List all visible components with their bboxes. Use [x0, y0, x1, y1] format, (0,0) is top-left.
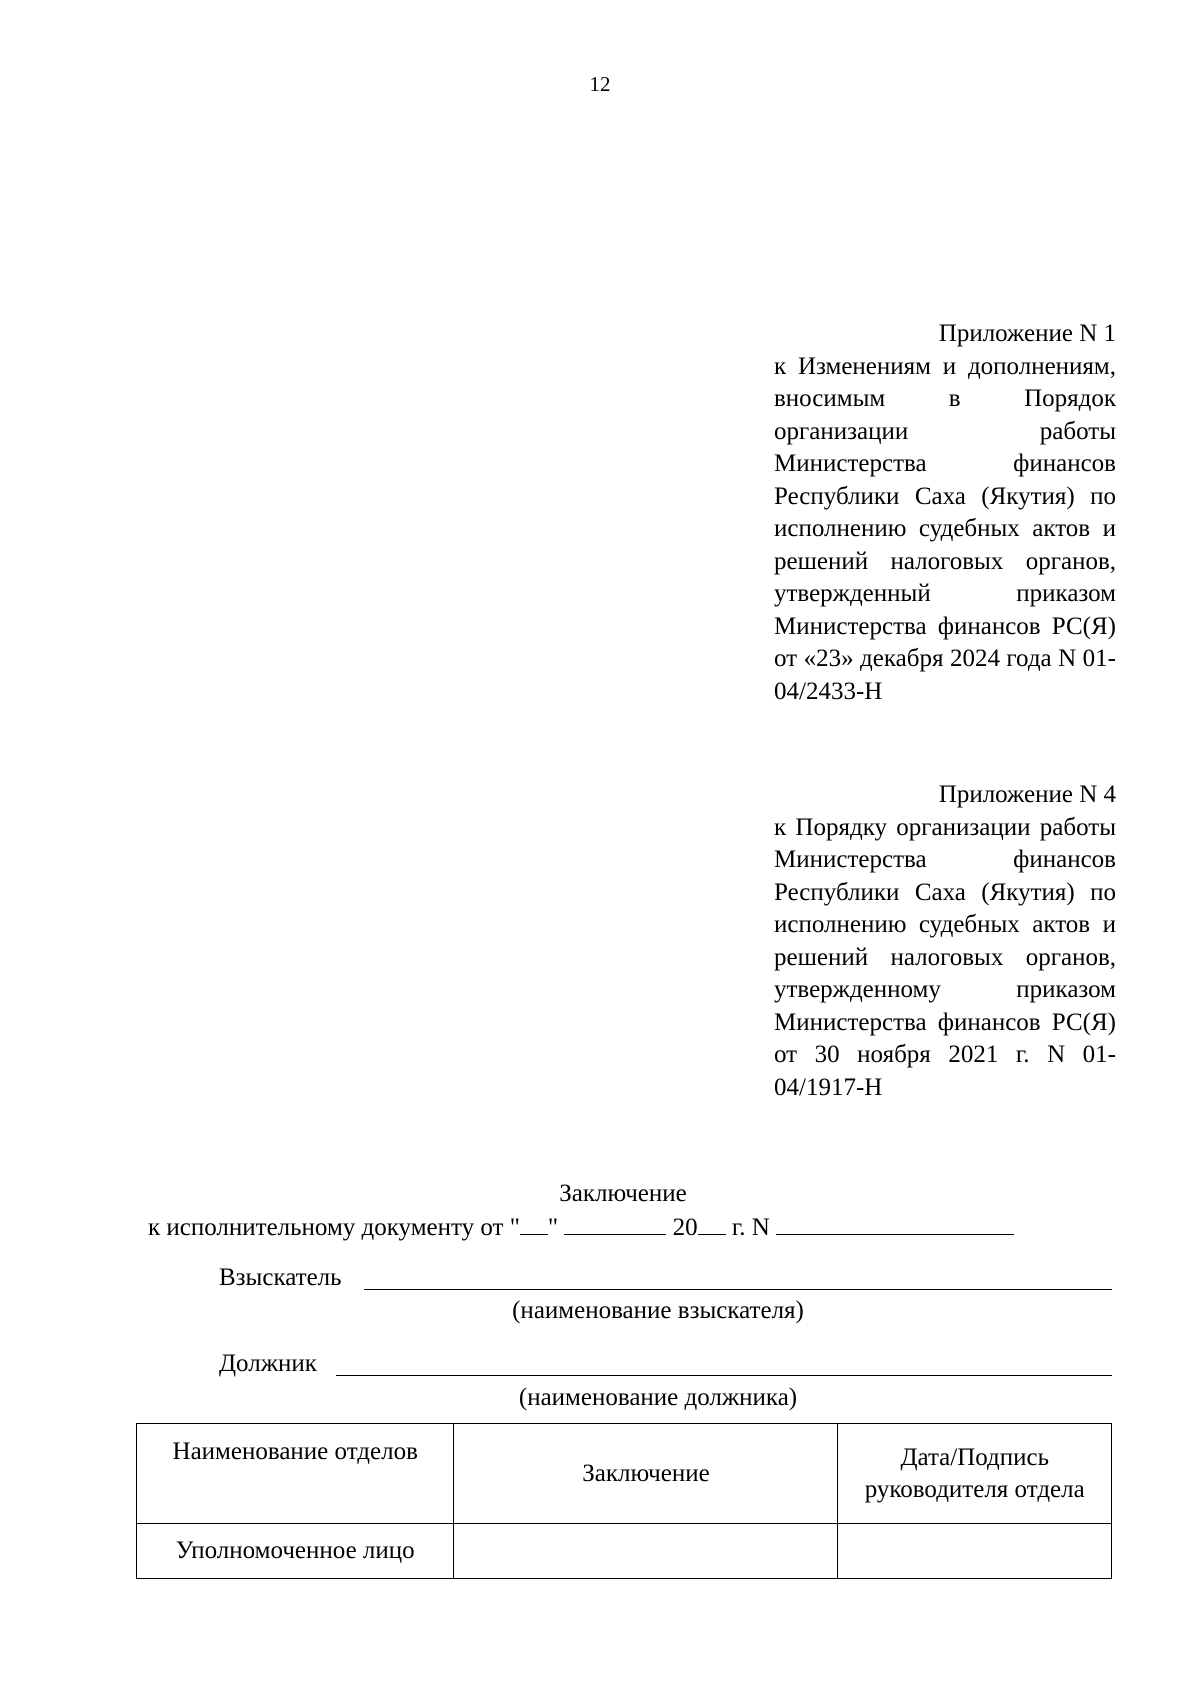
- row-date-signature-cell: [838, 1524, 1112, 1579]
- appendix-1-body: к Изменениям и дополнениям, вносимым в Порядок организации работы Министерства финансов Республики Саха (Якутия) по исполнению судебных актов и решений налоговых органов, утвержденный приказом Министерства финансов РС(Я) от «23» декабря 2024 года N 01-04/2433-Н: [774, 352, 1116, 705]
- quote-close: ": [547, 1214, 559, 1241]
- conclusion-title: Заключение: [559, 1180, 687, 1207]
- page-number: 12: [589, 72, 611, 96]
- row-department-cell: Уполномоченное лицо: [137, 1524, 454, 1579]
- claimant-line: [364, 1289, 1112, 1290]
- year-blank: [698, 1212, 726, 1235]
- appendix-4-body: к Порядку организации работы Министерства финансов Республики Саха (Якутия) по исполнению судебных актов и решений налоговых органов, утвержденному приказом Министерства финансов РС(Я) от 30 ноября 2021 г. N 01-04/1917-Н: [774, 813, 1116, 1101]
- number-blank: [776, 1212, 1014, 1235]
- header-departments: Наименование отделов: [137, 1424, 454, 1524]
- year-prefix: 20: [672, 1214, 698, 1241]
- appendix-1-block: [774, 318, 1116, 708]
- appendix-4-block: [774, 779, 1116, 1104]
- month-blank: [564, 1212, 666, 1235]
- debtor-caption: (наименование должника): [518, 1384, 798, 1411]
- appendix-4-title: Приложение N 4: [938, 781, 1116, 808]
- header-conclusion: Заключение: [454, 1424, 838, 1524]
- claimant-caption: (наименование взыскателя): [512, 1297, 804, 1324]
- conclusion-table: [136, 1423, 1112, 1579]
- executive-document-line: [148, 1212, 1014, 1244]
- debtor-line: [336, 1375, 1112, 1376]
- header-date-signature: Дата/Подпись руководителя отдела: [838, 1424, 1112, 1524]
- executive-document-prefix: к исполнительному документу от ": [148, 1214, 520, 1241]
- claimant-label: Взыскатель: [219, 1264, 342, 1291]
- day-blank: [520, 1212, 548, 1235]
- debtor-label: Должник: [219, 1350, 317, 1377]
- appendix-1-title: Приложение N 1: [938, 320, 1116, 347]
- row-conclusion-cell: [454, 1524, 838, 1579]
- table-header-row: [137, 1424, 1112, 1524]
- table-row: [137, 1524, 1112, 1579]
- number-prefix: г. N: [731, 1214, 770, 1241]
